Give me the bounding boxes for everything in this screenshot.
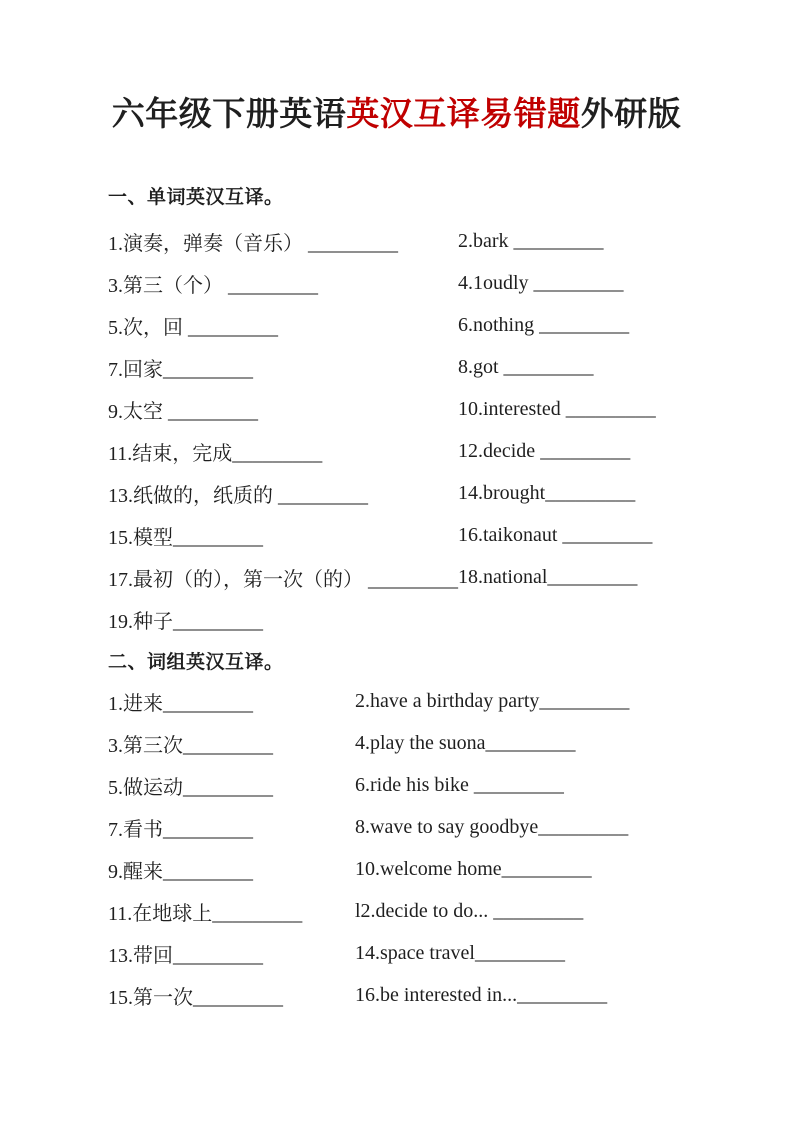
item-en: 10.interested _________ — [458, 397, 656, 420]
worksheet-row — [108, 556, 743, 598]
worksheet-row — [108, 346, 743, 388]
item-cn: 15.模型_________ — [108, 526, 263, 549]
worksheet-row — [108, 764, 743, 806]
section-2-heading: 二、词组英汉互译。 — [108, 652, 284, 673]
item-cn: 11.结束，完成_________ — [108, 442, 323, 465]
item-cn: 3.第三（个） _________ — [108, 274, 318, 297]
worksheet-row — [108, 304, 743, 346]
item-en: 4.play the suona_________ — [355, 731, 576, 754]
section-1-rows — [108, 220, 743, 640]
item-en: 18.national_________ — [458, 565, 638, 588]
worksheet-row — [108, 974, 743, 1016]
item-en: l2.decide to do... _________ — [355, 899, 584, 922]
worksheet-row — [108, 262, 743, 304]
worksheet-row — [108, 220, 743, 262]
item-en: 10.welcome home_________ — [355, 857, 592, 880]
title-highlight: 英汉互译易错题 — [346, 97, 581, 133]
worksheet-row — [108, 472, 743, 514]
worksheet-row — [108, 680, 743, 722]
section-2-rows — [108, 680, 743, 1016]
item-en: 16.be interested in..._________ — [355, 983, 608, 1006]
worksheet-row — [108, 598, 743, 640]
item-cn: 5.次，回 _________ — [108, 316, 278, 339]
item-en: 2.bark _________ — [458, 229, 604, 252]
item-en: 14.space travel_________ — [355, 941, 565, 964]
worksheet-row — [108, 932, 743, 974]
item-cn: 13.带回_________ — [108, 944, 263, 967]
section-1-heading: 一、单词英汉互译。 — [108, 187, 284, 208]
item-en: 14.brought_________ — [458, 481, 636, 504]
title-prefix: 六年级下册英语 — [111, 97, 347, 133]
worksheet-row — [108, 848, 743, 890]
item-en: 2.have a birthday party_________ — [355, 689, 630, 712]
item-en: 8.wave to say goodbye_________ — [355, 815, 629, 838]
item-cn: 17.最初（的），第一次（的） _________ — [108, 568, 458, 591]
item-en: 12.decide _________ — [458, 439, 631, 462]
item-en: 6.ride his bike _________ — [355, 773, 564, 796]
item-en: 4.1oudly _________ — [458, 271, 624, 294]
item-cn: 5.做运动_________ — [108, 776, 273, 799]
item-cn: 1.演奏，弹奏（音乐） _________ — [108, 232, 398, 255]
item-en: 8.got _________ — [458, 355, 594, 378]
item-cn: 15.第一次_________ — [108, 986, 283, 1009]
item-cn: 13.纸做的，纸质的 _________ — [108, 484, 368, 507]
item-cn: 7.看书_________ — [108, 818, 253, 841]
worksheet-row — [108, 430, 743, 472]
item-cn: 9.醒来_________ — [108, 860, 253, 883]
item-cn: 9.太空 _________ — [108, 400, 258, 423]
worksheet-row — [108, 722, 743, 764]
item-cn: 19.种子_________ — [108, 610, 263, 633]
item-en: 16.taikonaut _________ — [458, 523, 653, 546]
title-suffix: 外研版 — [580, 97, 682, 133]
worksheet-row — [108, 890, 743, 932]
worksheet-row — [108, 806, 743, 848]
item-en: 6.nothing _________ — [458, 313, 630, 336]
worksheet-row — [108, 388, 743, 430]
item-cn: 3.第三次_________ — [108, 734, 273, 757]
item-cn: 1.进来_________ — [108, 692, 253, 715]
item-cn: 7.回家_________ — [108, 358, 253, 381]
item-cn: 11.在地球上_________ — [108, 902, 303, 925]
page-title — [0, 88, 793, 135]
worksheet-row — [108, 514, 743, 556]
